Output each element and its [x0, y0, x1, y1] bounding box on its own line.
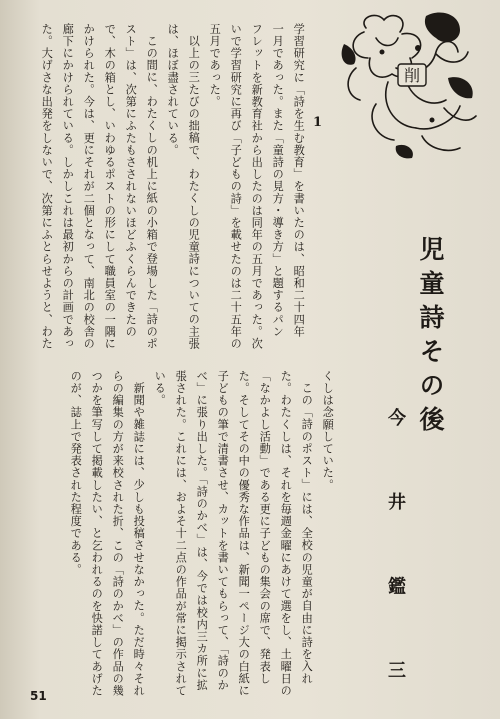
text-column: つかを筆写して掲載したい、と乞われるのを快諾してあげた: [90, 370, 104, 697]
text-column: この間に、わたくしの机上に紙の小箱で登場した「詩のポ: [145, 35, 159, 350]
svg-text:削: 削: [403, 66, 421, 85]
text-column: 以上の三たびの拙稿で、わたくしの児童詩についての主張: [187, 35, 201, 350]
text-column: で、木の箱とし、いわゆるポストの形にして職員室の一隅に: [103, 23, 117, 350]
page-number: 51: [30, 689, 47, 703]
text-column: 五月であった。: [208, 23, 222, 108]
text-column: くしは念願していた。: [321, 370, 335, 491]
text-column: た。大げさな出発をしないで、次第にふとらせようと、わた: [40, 23, 54, 350]
text-column: 新聞や雑誌には、少しも投稿させなかった。ただ時々それ: [132, 382, 146, 697]
text-column: は、ほぼ盡されている。: [166, 23, 180, 157]
article-title: 児童詩その後: [416, 236, 445, 440]
text-column: いで学習研究に再び「子どもの詩」を載せたのは二十五年の: [229, 23, 243, 350]
text-column: スト」は、次第にふたもさされないほどふくらんできたの: [124, 23, 138, 338]
text-column: のが、誌上で発表された程度である。: [69, 370, 83, 576]
text-column: いる。: [153, 370, 167, 407]
text-column: べ」に張り出した。「詩のかべ」は、今では校内三カ所に拡: [195, 370, 209, 692]
section-number: 1: [313, 115, 323, 130]
text-column: らの編集の方が来校された折、この「詩のかべ」の作品の幾: [111, 370, 125, 697]
text-column: 一月であった。また「童詩の見方・導き方」と題するパン: [271, 23, 285, 338]
text-column: 廊下にかけられている。しかしこれは最初からの計画であっ: [61, 23, 75, 350]
flower-illustration: [336, 8, 482, 160]
text-column: 子どもの筆で清書させ、カットを書いてもらって、「詩のか: [216, 370, 230, 692]
text-column: フレットを新教育社から出したのは同年の五月であった。次: [250, 23, 264, 350]
article-author: 今 井 鑑 三: [385, 408, 406, 709]
text-column: た。わたくしは、それを毎週金曜にあけて選をし、土曜日の: [279, 370, 293, 697]
text-column: かけられた。今は、更にそれが二個となって、南北の校舎の: [82, 23, 96, 350]
text-column: この「詩のポスト」には、全校の児童が自由に詩を入れ: [300, 382, 314, 685]
text-column: 学習研究に「詩を生む教育」を書いたのは、昭和二十四年: [292, 23, 306, 338]
text-column: 「なかよし活動」である更に子どもの集会の席で、発表し: [258, 370, 272, 685]
text-column: 張された。これには、およそ十二点の作品が常に掲示されて: [174, 370, 188, 697]
text-column: た。そしてその中の優秀な作品は、新聞一ページ大の白紙に: [237, 370, 251, 697]
